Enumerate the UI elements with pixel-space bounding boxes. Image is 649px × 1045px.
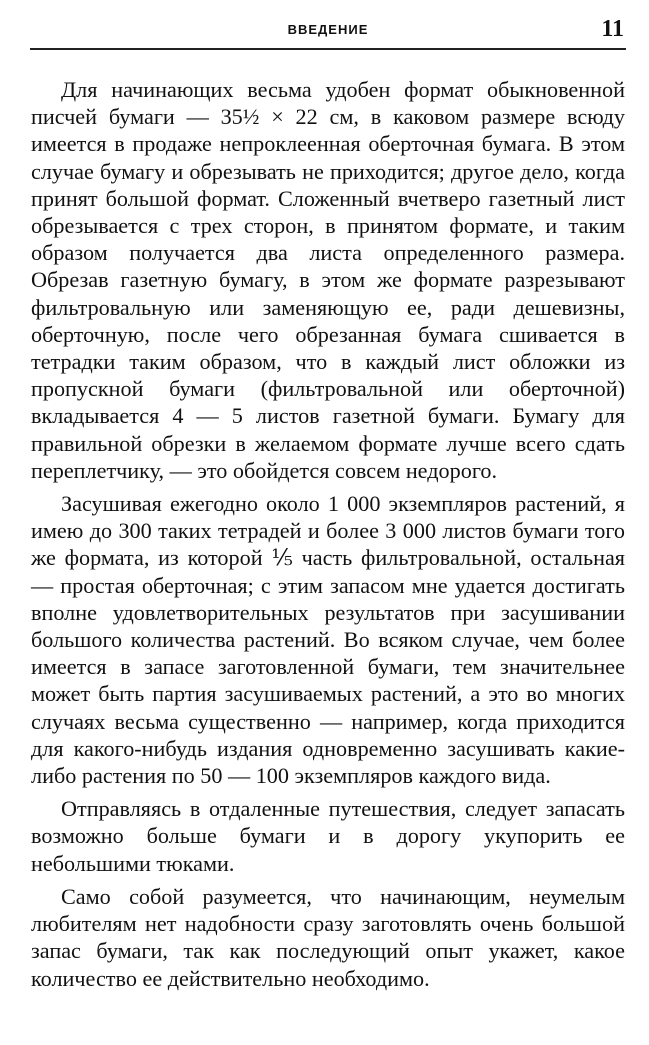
paragraph: Само собой разумеется, что начинающим, неумелым любителям нет надобности сразу заготовлять очень большой запас бумаги, так как последующий опыт укажет, какое количество ее действительно необходимо. <box>31 883 625 991</box>
header-rule <box>30 48 626 50</box>
paragraph: Отправляясь в отдаленные путешествия, следует запасать возможно больше бумаги и в дорогу укупорить ее небольшими тюками. <box>31 796 625 876</box>
paragraph: Для начинающих весьма удобен формат обыкновенной писчей бумаги — 35½ × 22 см, в каковом размере всюду имеется в продаже непроклеенная оберточная бумага. В этом случае бумагу и обрезывать не приходится; другое дело, когда принят большой формат. Сложенный вчетверо газетный лист обрезывается с трех сторон, в принятом формате, и таким образом получается два листа определенного размера. Обрезав газетную бумагу, в этом же формате разрезывают фильтровальную или заменяющую ее, ради дешевизны, оберточную, после чего обрезанная бумага сшивается в тетрадки таким образом, что в каждый лист обложки из пропускной бумаги (фильтровальной или оберточной) вкладывается 4 — 5 листов газетной бумаги. Бумагу для правильной обрезки в желаемом формате лучше всего сдать переплетчику, — это обойдется совсем недорого. <box>31 77 625 483</box>
paragraph: Засушивая ежегодно около 1 000 экземпляров растений, я имею до 300 таких тетрадей и более 3 000 листов бумаги того же формата, из которой ⅕ часть фильтровальной, остальная — простая оберточная; с этим запасом мне удается достигать вполне удовлетворительных результатов при засушивании большого количества растений. Во всяком случае, чем более имеется в запасе заготовленной бумаги, тем значительнее может быть партия засушиваемых растений, а это во многих случаях весьма существенно — например, когда приходится для какого-нибудь издания одновременно засушивать какие-либо растения по 50 — 100 экземпляров каждого вида. <box>31 491 625 789</box>
body-text <box>31 76 625 992</box>
running-head <box>30 14 626 48</box>
running-title: ВВЕДЕНИЕ <box>287 22 369 37</box>
page-number: 11 <box>601 16 624 42</box>
